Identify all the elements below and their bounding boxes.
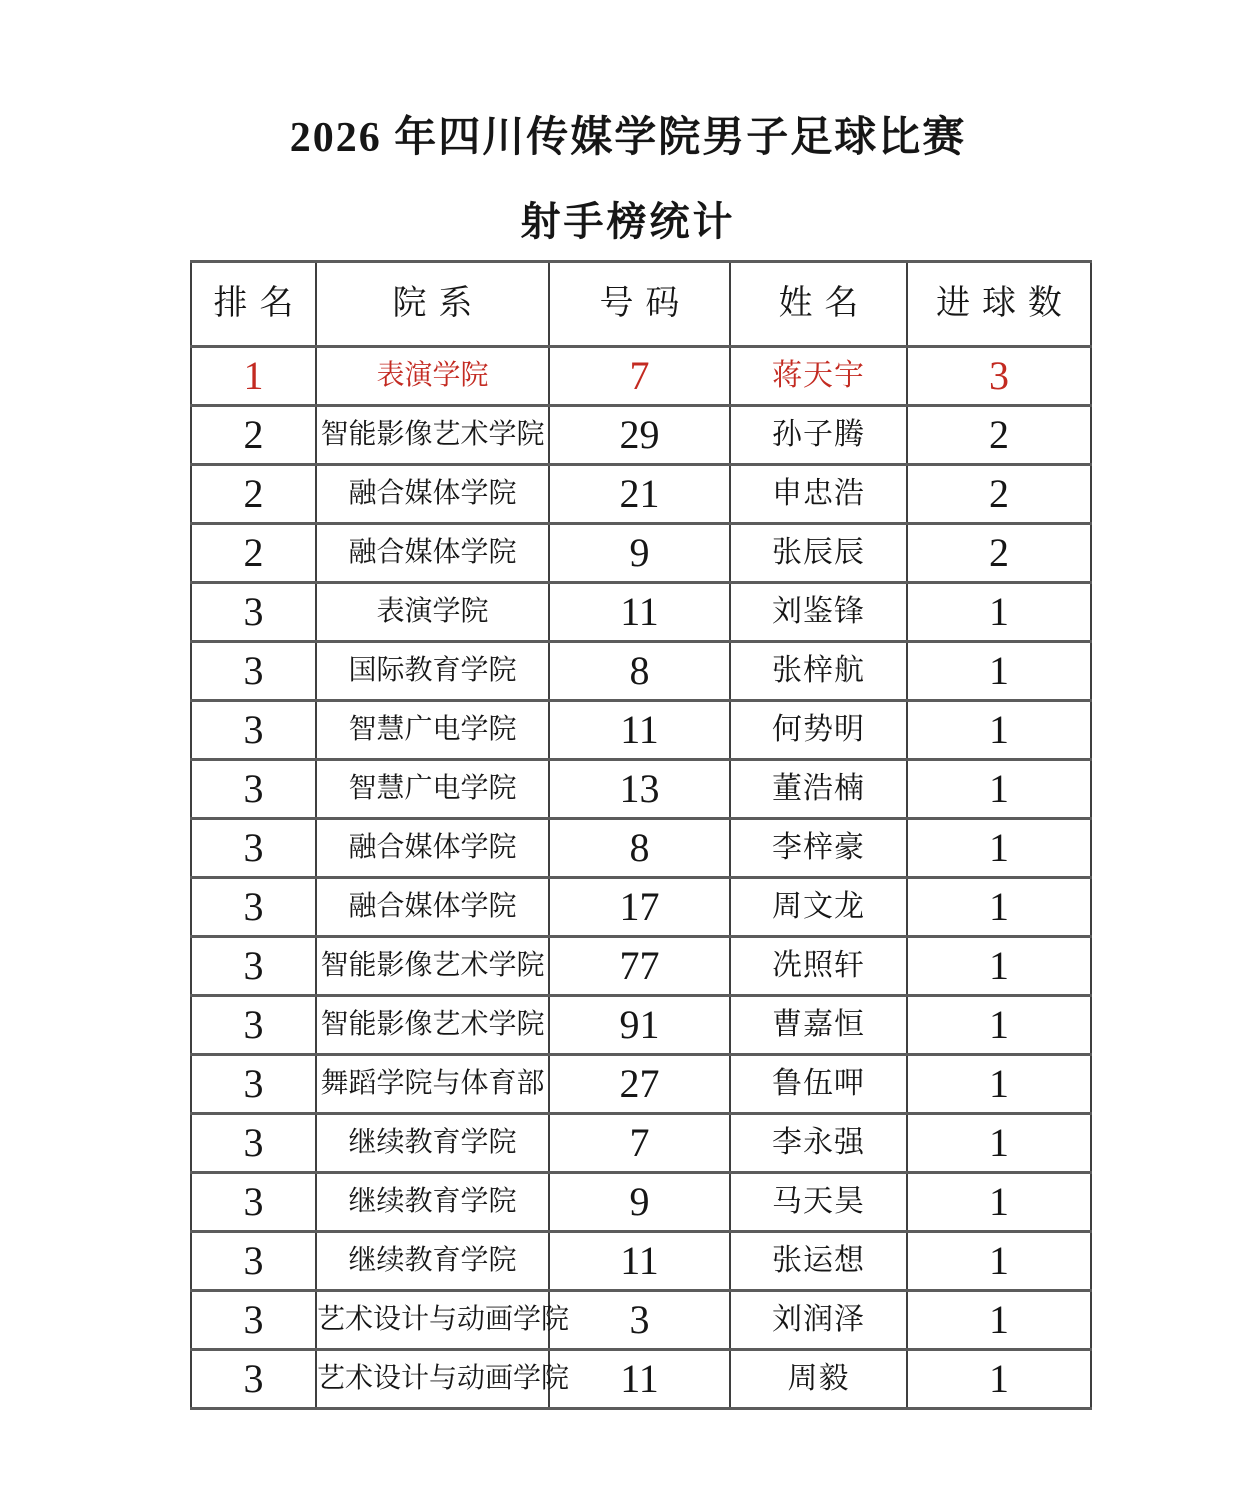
cell-rank: 3 [191, 996, 316, 1055]
cell-name: 曹嘉恒 [730, 996, 907, 1055]
cell-name: 蒋天宇 [730, 347, 907, 406]
table-row [191, 701, 1091, 760]
cell-number: 17 [549, 878, 730, 937]
cell-number: 29 [549, 406, 730, 465]
cell-name: 董浩楠 [730, 760, 907, 819]
cell-department: 智慧广电学院 [316, 760, 549, 819]
page-subtitle: 射手榜统计 [520, 199, 736, 244]
cell-goals: 1 [907, 760, 1091, 819]
cell-name: 张辰辰 [730, 524, 907, 583]
table-row [191, 996, 1091, 1055]
cell-name: 申忠浩 [730, 465, 907, 524]
cell-goals: 1 [907, 1114, 1091, 1173]
table-header [191, 262, 1091, 347]
cell-rank: 3 [191, 1173, 316, 1232]
cell-goals: 3 [907, 347, 1091, 406]
table-row [191, 465, 1091, 524]
cell-department: 舞蹈学院与体育部 [316, 1055, 549, 1114]
cell-name: 孙子腾 [730, 406, 907, 465]
cell-goals: 1 [907, 642, 1091, 701]
cell-department: 继续教育学院 [316, 1114, 549, 1173]
cell-name: 何势明 [730, 701, 907, 760]
cell-goals: 1 [907, 1291, 1091, 1350]
cell-rank: 3 [191, 760, 316, 819]
cell-department: 国际教育学院 [316, 642, 549, 701]
table-row [191, 819, 1091, 878]
cell-name: 刘润泽 [730, 1291, 907, 1350]
table-row [191, 1173, 1091, 1232]
cell-department: 融合媒体学院 [316, 878, 549, 937]
cell-number: 9 [549, 524, 730, 583]
column-header-goals: 进球数 [907, 262, 1091, 347]
cell-department: 智能影像艺术学院 [316, 937, 549, 996]
cell-goals: 1 [907, 1350, 1091, 1409]
page-title: 2026 年四川传媒学院男子足球比赛 [289, 115, 967, 161]
cell-number: 9 [549, 1173, 730, 1232]
cell-name: 李梓豪 [730, 819, 907, 878]
cell-number: 11 [549, 1350, 730, 1409]
cell-number: 8 [549, 819, 730, 878]
table-row [191, 1114, 1091, 1173]
cell-goals: 1 [907, 1055, 1091, 1114]
cell-department: 艺术设计与动画学院 [316, 1350, 549, 1409]
cell-rank: 3 [191, 1232, 316, 1291]
cell-department: 艺术设计与动画学院 [316, 1291, 549, 1350]
cell-number: 7 [549, 347, 730, 406]
cell-rank: 2 [191, 406, 316, 465]
table-row [191, 1291, 1091, 1350]
cell-name: 鲁伍呷 [730, 1055, 907, 1114]
cell-name: 马天昊 [730, 1173, 907, 1232]
table-row [191, 406, 1091, 465]
cell-goals: 1 [907, 996, 1091, 1055]
cell-rank: 3 [191, 1291, 316, 1350]
cell-department: 继续教育学院 [316, 1173, 549, 1232]
cell-goals: 1 [907, 878, 1091, 937]
cell-rank: 3 [191, 701, 316, 760]
cell-number: 13 [549, 760, 730, 819]
cell-rank: 3 [191, 642, 316, 701]
cell-rank: 3 [191, 1055, 316, 1114]
cell-number: 21 [549, 465, 730, 524]
cell-rank: 1 [191, 347, 316, 406]
cell-goals: 1 [907, 1232, 1091, 1291]
cell-name: 刘鉴锋 [730, 583, 907, 642]
cell-goals: 1 [907, 937, 1091, 996]
cell-department: 融合媒体学院 [316, 524, 549, 583]
cell-number: 3 [549, 1291, 730, 1350]
cell-goals: 1 [907, 819, 1091, 878]
cell-department: 表演学院 [316, 347, 549, 406]
cell-department: 智能影像艺术学院 [316, 996, 549, 1055]
cell-rank: 3 [191, 1114, 316, 1173]
cell-number: 11 [549, 701, 730, 760]
cell-name: 张运想 [730, 1232, 907, 1291]
cell-name: 周毅 [730, 1350, 907, 1409]
table-row [191, 878, 1091, 937]
cell-rank: 3 [191, 583, 316, 642]
column-header-department: 院系 [316, 262, 549, 347]
table-row [191, 347, 1091, 406]
cell-goals: 1 [907, 583, 1091, 642]
table-row [191, 642, 1091, 701]
table-row [191, 1232, 1091, 1291]
cell-number: 8 [549, 642, 730, 701]
cell-name: 李永强 [730, 1114, 907, 1173]
cell-rank: 2 [191, 524, 316, 583]
cell-goals: 2 [907, 465, 1091, 524]
column-header-number: 号码 [549, 262, 730, 347]
cell-number: 91 [549, 996, 730, 1055]
cell-department: 智慧广电学院 [316, 701, 549, 760]
cell-goals: 2 [907, 524, 1091, 583]
table-header-row [191, 262, 1091, 347]
table-body [191, 347, 1091, 1409]
cell-goals: 2 [907, 406, 1091, 465]
cell-rank: 3 [191, 1350, 316, 1409]
table-row [191, 760, 1091, 819]
cell-department: 智能影像艺术学院 [316, 406, 549, 465]
cell-name: 周文龙 [730, 878, 907, 937]
cell-goals: 1 [907, 701, 1091, 760]
cell-rank: 3 [191, 819, 316, 878]
cell-rank: 2 [191, 465, 316, 524]
cell-goals: 1 [907, 1173, 1091, 1232]
cell-department: 融合媒体学院 [316, 465, 549, 524]
cell-rank: 3 [191, 937, 316, 996]
cell-number: 27 [549, 1055, 730, 1114]
cell-number: 7 [549, 1114, 730, 1173]
cell-number: 77 [549, 937, 730, 996]
cell-rank: 3 [191, 878, 316, 937]
table-row [191, 1055, 1091, 1114]
table-row [191, 524, 1091, 583]
cell-number: 11 [549, 583, 730, 642]
column-header-name: 姓名 [730, 262, 907, 347]
cell-name: 冼照轩 [730, 937, 907, 996]
cell-department: 融合媒体学院 [316, 819, 549, 878]
cell-department: 继续教育学院 [316, 1232, 549, 1291]
table-row [191, 937, 1091, 996]
cell-name: 张梓航 [730, 642, 907, 701]
column-header-rank: 排名 [191, 262, 316, 347]
table-row [191, 583, 1091, 642]
top-scorers-table [190, 260, 1092, 1410]
cell-department: 表演学院 [316, 583, 549, 642]
cell-number: 11 [549, 1232, 730, 1291]
table-row [191, 1350, 1091, 1409]
